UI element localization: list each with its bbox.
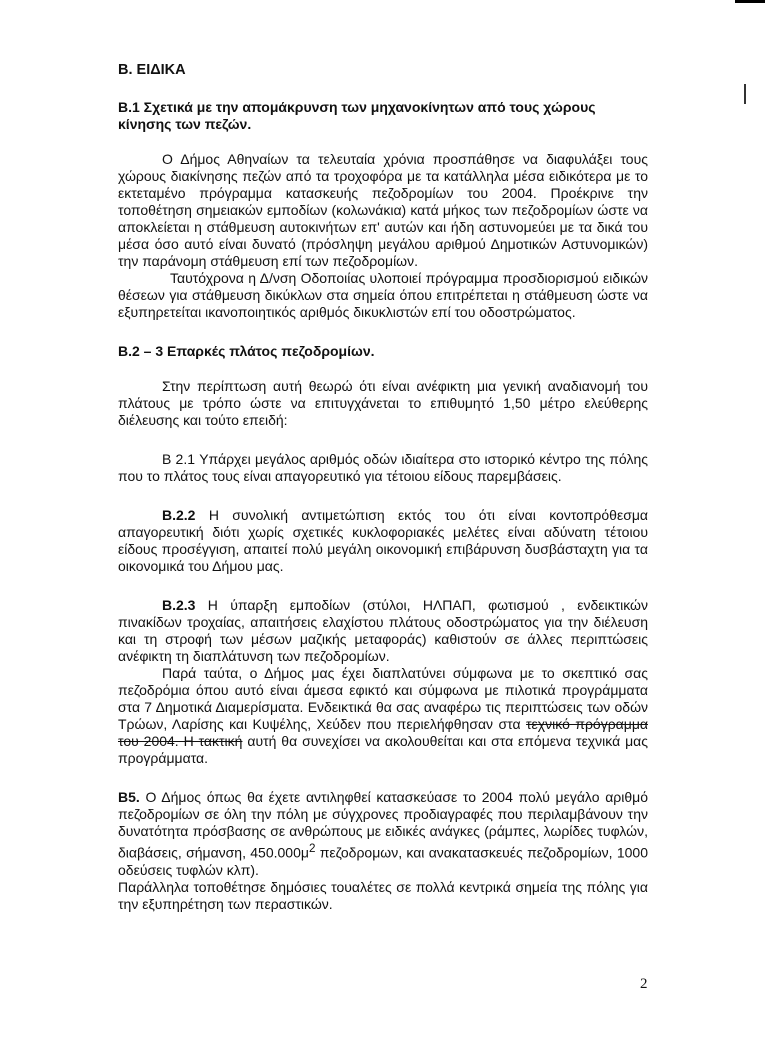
b1-heading: B.1 Σχετικά με την απομάκρυνση των μηχανοκίνητων από τους χώρους κίνησης των πεζών. xyxy=(118,99,596,132)
b23b-text-after: αυτή θα συνεχίσει να ακολουθείται και στα επόμενα τεχνικά μας προγράμματα. xyxy=(118,733,648,766)
b23-paragraph xyxy=(118,597,648,665)
page-number: 2 xyxy=(640,976,648,992)
b22-paragraph xyxy=(118,507,648,575)
b21-text: Υπάρχει μεγάλος αριθμός οδών ιδιαίτερα στο ιστορικό κέντρο της πόλης που το πλάτος τους είναι απαγορευτικό για τέτοιου είδους παρεμβάσεις. xyxy=(118,451,648,484)
b5-paragraph-2: Παράλληλα τοποθέτησε δημόσιες τουαλέτες σε πολλά κεντρικά σημεία της πόλης για την εξυπηρέτηση των περαστικών. xyxy=(118,878,648,912)
b5-paragraph xyxy=(118,789,648,879)
b21-paragraph xyxy=(118,451,648,485)
b23b-struck-text: τεχνικό πρόγραμμα του 2004. Η τακτική xyxy=(118,716,648,749)
b23-label: B.2.3 xyxy=(162,597,196,613)
document-body xyxy=(118,62,648,913)
b22-text: Η συνολική αντιμετώπιση εκτός του ότι είναι κοντοπρόθεσμα απαγορευτική διότι χωρίς σχετικές κυκλοφοριακές μελέτες είναι αδύνατη τέτοιου είδους προσέγγιση, απαιτεί πολύ μεγάλη οικονομική επιβάρυνση δυσβάσταχτη για τα οικονομικά του Δήμου μας. xyxy=(118,507,648,574)
b23-intro: Στην περίπτωση αυτή θεωρώ ότι είναι ανέφικτη μια γενική αναδιανομή του πλάτους με τρόπο ώστε να επιτυγχάνεται το επιθυμητό 1,50 μέτρο ελεύθερης διέλευσης και τούτο επειδή: xyxy=(118,378,648,428)
b5-label: B5. xyxy=(118,789,140,805)
b23-paragraph-2 xyxy=(118,665,648,767)
scan-corner-mark xyxy=(735,0,765,3)
b5-unit-superscript: 2 xyxy=(308,842,316,855)
b5-text-before: Ο Δήμος όπως θα έχετε αντιληφθεί κατασκεύασε το 2004 πολύ μεγάλο αριθμό πεζοδρομίων σε όλη την πόλη με σύγχρονες προδιαγραφές που περιλαμβάνουν την δυνατότητα πρόσβασης σε ανθρώπους με ειδικές ανάγκες (ράμπες, λωρίδες τυφλών, διαβάσεις, σήμανση, 450.000μ xyxy=(118,789,648,861)
margin-mark xyxy=(744,84,746,104)
b23-heading: B.2 – 3 Επαρκές πλάτος πεζοδρομίων. xyxy=(118,343,375,359)
b21-label: B 2.1 xyxy=(162,451,195,467)
b23-text: Η ύπαρξη εμποδίων (στύλοι, ΗΛΠΑΠ, φωτισμού , ενδεικτικών πινακίδων τροχαίας, απαιτήσεις ελαχίστου πλάτους οδοστρώματος για την διέλευση και τη στροφή των μέσων μαζικής μεταφοράς) καθιστούν σε άλλες περιπτώσεις ανέφικτη τη διαπλάτυνση των πεζοδρομίων. xyxy=(118,597,648,664)
b1-paragraph-2: Ταυτόχρονα η Δ/νση Οδοποιίας υλοποιεί πρόγραμμα προσδιορισμού ειδικών θέσεων για στάθμευση δικύκλων στα σημεία όπου επιτρέπεται η στάθμευση ώστε να εξυπηρετείται ικανοποιητικός αριθμός δικυκλιστών επί του οδοστρώματος. xyxy=(118,270,648,320)
b1-paragraph-1: Ο Δήμος Αθηναίων τα τελευταία χρόνια προσπάθησε να διαφυλάξει τους χώρους διακίνησης πεζών από τα τροχοφόρα με τα κατάλληλα μέσα ειδικότερα με το εκτεταμένο πρόγραμμα κατασκευής πεζοδρομίων του 2004. Προέκρινε την τοποθέτηση σημειακών εμποδίων (κολωνάκια) κατά μήκος των πεζοδρομίων ώστε να αποκλείεται η στάθμευση αυτοκινήτων επ' αυτών και ήδη αστυνομεύει με τα δικά του μέσα όσο αυτό είναι δυνατό (πρόσληψη μεγάλου αριθμού Δημοτικών Αστυνομικών) την παράνομη στάθμευση επί των πεζοδρομίων. xyxy=(118,151,648,269)
section-title: B. ΕΙΔΙΚΑ xyxy=(118,62,186,78)
b22-label: B.2.2 xyxy=(162,507,196,523)
b5-text-after: πεζοδρομων, και ανακατασκευές πεζοδρομίων, 1000 οδεύσεις τυφλών κλπ). xyxy=(118,844,648,878)
b23b-text-before: Παρά ταύτα, ο Δήμος μας έχει διαπλατύνει σύμφωνα με το σκεπτικό σας πεζοδρόμια όπου αυτό είναι άμεσα εφικτό και σύμφωνα με πιλοτικά προγράμματα στα 7 Δημοτικά Διαμερίσματα. Ενδεικτικά θα σας αναφέρω τις περιπτώσεις των οδών Τρώων, Λαρίσης και Κυψέλης, Χεύδεν που περιελήφθησαν στα xyxy=(118,665,648,732)
